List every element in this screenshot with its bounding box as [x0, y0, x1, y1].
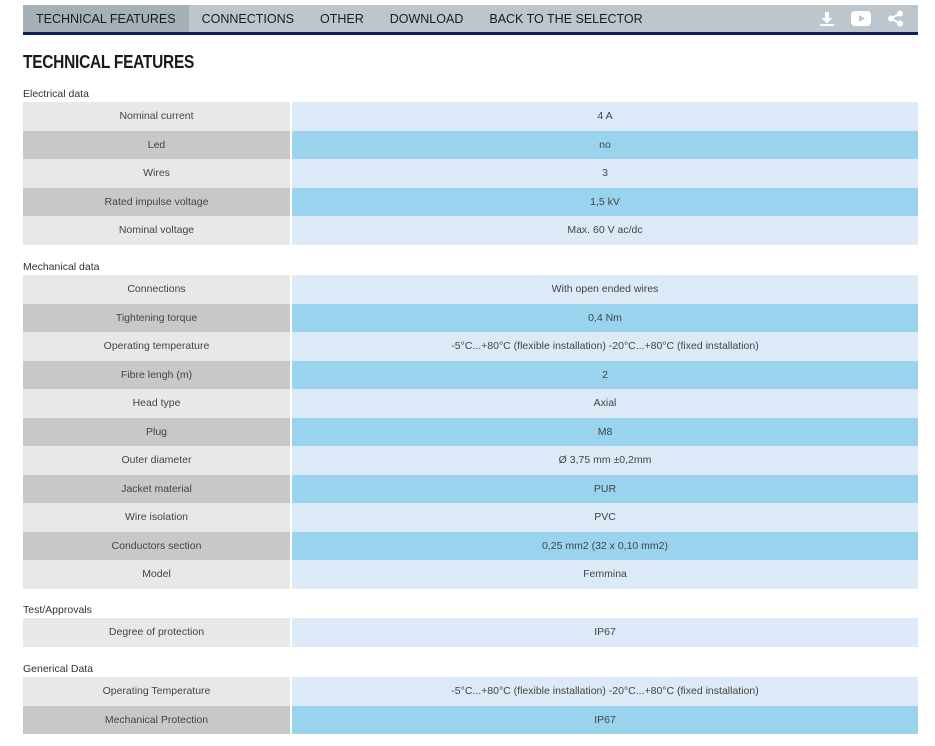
tab-download[interactable]: DOWNLOAD — [389, 11, 464, 26]
row-value: 1,5 kV — [292, 188, 918, 217]
spec-section — [23, 86, 918, 245]
row-label: Fibre lengh (m) — [23, 361, 292, 390]
row-label: Outer diameter — [23, 446, 292, 475]
download-icon[interactable] — [816, 10, 838, 28]
table-row — [23, 304, 918, 333]
row-label: Tightening torque — [23, 304, 292, 333]
spec-section — [23, 661, 918, 734]
table-row — [23, 418, 918, 447]
row-value: 0,4 Nm — [292, 304, 918, 333]
row-value: -5°C...+80°C (flexible installation) -20°C...+80°C (fixed installation) — [292, 332, 918, 361]
row-value: With open ended wires — [292, 275, 918, 304]
table-row — [23, 389, 918, 418]
row-label: Conductors section — [23, 532, 292, 561]
row-value: 3 — [292, 159, 918, 188]
row-label: Model — [23, 560, 292, 589]
section-title: Mechanical data — [23, 261, 100, 273]
tab-connections[interactable]: CONNECTIONS — [201, 11, 294, 26]
table-row — [23, 560, 918, 589]
spec-section — [23, 259, 918, 589]
share-icon[interactable] — [884, 10, 906, 28]
row-label: Plug — [23, 418, 292, 447]
table-row — [23, 131, 918, 160]
top-nav — [23, 5, 918, 35]
row-value: 2 — [292, 361, 918, 390]
tab-technical-features[interactable]: TECHNICAL FEATURES — [23, 5, 189, 32]
row-value: IP67 — [292, 618, 918, 647]
row-label: Degree of protection — [23, 618, 292, 647]
nav-icons — [816, 5, 918, 32]
row-value: PVC — [292, 503, 918, 532]
row-value: 0,25 mm2 (32 x 0,10 mm2) — [292, 532, 918, 561]
row-value: IP67 — [292, 706, 918, 735]
row-label: Wires — [23, 159, 292, 188]
row-label: Nominal voltage — [23, 216, 292, 245]
section-title: Test/Approvals — [23, 604, 92, 616]
table-row — [23, 216, 918, 245]
table-row — [23, 361, 918, 390]
row-value: 4 A — [292, 102, 918, 131]
table-row — [23, 102, 918, 131]
section-title: Electrical data — [23, 88, 89, 100]
row-label: Operating Temperature — [23, 677, 292, 706]
row-value: -5°C...+80°C (flexible installation) -20°C...+80°C (fixed installation) — [292, 677, 918, 706]
row-value: no — [292, 131, 918, 160]
spec-section — [23, 602, 918, 647]
page-title: TECHNICAL FEATURES — [23, 52, 195, 72]
row-value: PUR — [292, 475, 918, 504]
tab-back-to-selector[interactable]: BACK TO THE SELECTOR — [489, 11, 643, 26]
table-row — [23, 706, 918, 735]
row-label: Wire isolation — [23, 503, 292, 532]
row-value: Femmina — [292, 560, 918, 589]
table-row — [23, 503, 918, 532]
row-value: Axial — [292, 389, 918, 418]
section-title: Generical Data — [23, 663, 94, 675]
row-label: Jacket material — [23, 475, 292, 504]
table-row — [23, 159, 918, 188]
row-label: Head type — [23, 389, 292, 418]
row-value: M8 — [292, 418, 918, 447]
table-row — [23, 677, 918, 706]
table-row — [23, 532, 918, 561]
row-label: Operating temperature — [23, 332, 292, 361]
table-row — [23, 275, 918, 304]
table-row — [23, 618, 918, 647]
row-label: Connections — [23, 275, 292, 304]
row-value: Ø 3,75 mm ±0,2mm — [292, 446, 918, 475]
table-row — [23, 475, 918, 504]
youtube-icon[interactable] — [850, 10, 872, 28]
row-label: Led — [23, 131, 292, 160]
tab-other[interactable]: OTHER — [319, 11, 364, 26]
row-value: Max. 60 V ac/dc — [292, 216, 918, 245]
row-label: Nominal current — [23, 102, 292, 131]
row-label: Rated impulse voltage — [23, 188, 292, 217]
table-row — [23, 446, 918, 475]
table-row — [23, 332, 918, 361]
table-row — [23, 188, 918, 217]
row-label: Mechanical Protection — [23, 706, 292, 735]
